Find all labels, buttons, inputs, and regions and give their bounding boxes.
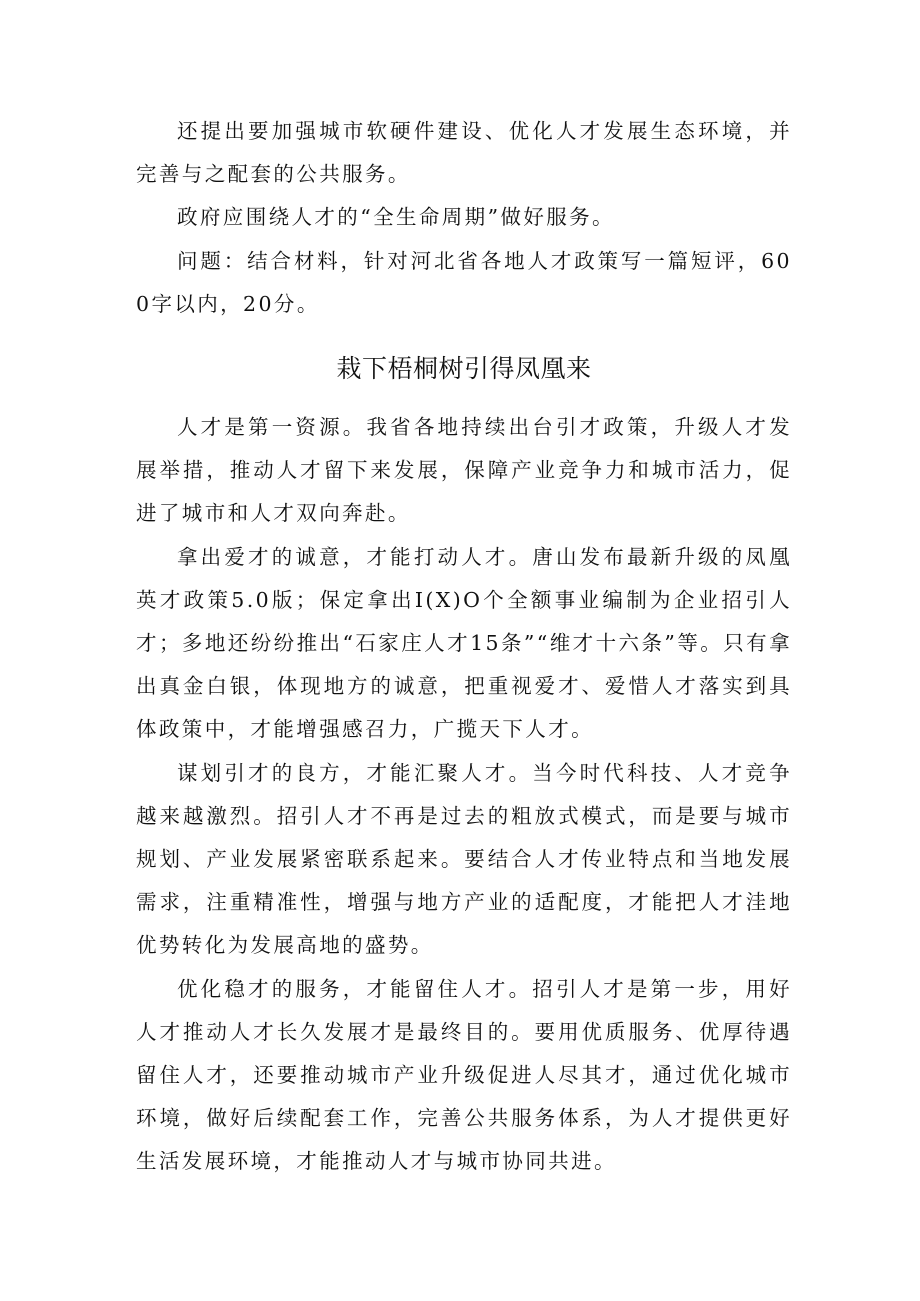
article-body	[136, 406, 792, 1184]
question-paragraph: 问题：结合材料，针对河北省各地人才政策写一篇短评，600字以内，20分。	[136, 248, 792, 316]
document-page	[136, 110, 792, 1184]
article-paragraph: 优化稳才的服务，才能留住人才。招引人才是第一步，用好人才推动人才长久发展才是最终目的。要用优质服务、优厚待遇留住人才，还要推动城市产业升级促进人尽其才，通过优化城市环境，做好后续配套工作，完善公共服务体系，为人才提供更好生活发展环境，才能推动人才与城市协同共进。	[136, 976, 792, 1174]
article-paragraph: 拿出爱才的诚意，才能打动人才。唐山发布最新升级的凤凰英才政策5.0版；保定拿出I(X)O个全额事业编制为企业招引人才；多地还纷纷推出“石家庄人才15条”“维才十六条”等。只有拿出真金白银，体现地方的诚意，把重视爱才、爱惜人才落实到具体政策中，才能增强感召力，广揽天下人才。	[136, 544, 792, 742]
article-title: 栽下梧桐树引得凤凰来	[336, 354, 592, 384]
preamble-paragraph: 还提出要加强城市软硬件建设、优化人才发展生态环境，并完善与之配套的公共服务。	[136, 119, 792, 187]
article-paragraph: 人才是第一资源。我省各地持续出台引才政策，升级人才发展举措，推动人才留下来发展，保障产业竞争力和城市活力，促进了城市和人才双向奔赴。	[136, 415, 792, 526]
article-paragraph: 谋划引才的良方，才能汇聚人才。当今时代科技、人才竞争越来越激烈。招引人才不再是过去的粗放式模式，而是要与城市规划、产业发展紧密联系起来。要结合人才传业特点和当地发展需求，注重精准性，增强与地方产业的适配度，才能把人才洼地优势转化为发展高地的盛势。	[136, 760, 792, 958]
preamble-paragraph: 政府应围绕人才的“全生命周期”做好服务。	[177, 205, 615, 230]
